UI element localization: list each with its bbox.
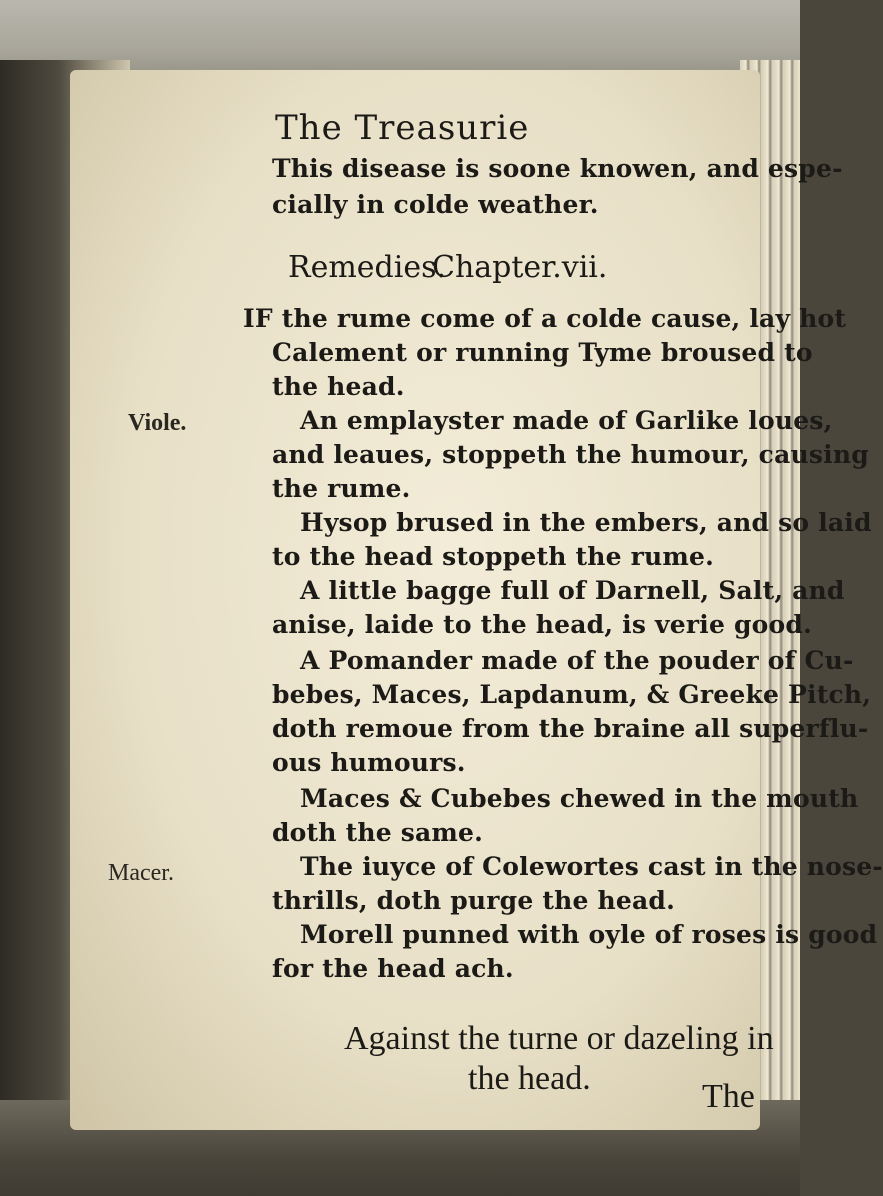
catchword: The (702, 1078, 755, 1115)
chapter-number: Chapter.vii. (432, 250, 608, 285)
margin-note-viole: Viole. (128, 410, 187, 436)
body-line: A Pomander made of the pouder of Cu- (300, 646, 854, 675)
body-line: IF the rume come of a colde cause, lay hot (243, 304, 847, 333)
body-line: thrills, doth purge the head. (272, 886, 675, 915)
body-line: Calement or running Tyme broused to (272, 338, 813, 367)
next-section-heading: the head. (468, 1060, 591, 1097)
body-line: Maces & Cubebes chewed in the mouth (300, 784, 859, 813)
body-line: bebes, Maces, Lapdanum, & Greeke Pitch, (272, 680, 872, 709)
intro-line: cially in colde weather. (272, 190, 599, 219)
body-line: An emplayster made of Garlike loues, (300, 406, 833, 435)
chapter-remedies: Remedies. (288, 250, 447, 285)
body-line: for the head ach. (272, 954, 514, 983)
body-line: Morell punned with oyle of roses is good (300, 920, 878, 949)
margin-note-macer: Macer. (108, 860, 174, 886)
body-line: doth remoue from the braine all superflu- (272, 714, 869, 743)
body-line: the head. (272, 372, 405, 401)
body-line: doth the same. (272, 818, 484, 847)
body-line: Hysop brused in the embers, and so laid (300, 508, 872, 537)
body-line: ous humours. (272, 748, 466, 777)
body-line: the rume. (272, 474, 411, 503)
body-line: to the head stoppeth the rume. (272, 542, 715, 571)
body-line: A little bagge full of Darnell, Salt, and (300, 576, 845, 605)
next-section-heading: Against the turne or dazeling in (344, 1020, 774, 1057)
body-line: anise, laide to the head, is verie good. (272, 610, 812, 639)
body-line: The iuyce of Colewortes cast in the nose- (300, 852, 883, 881)
body-line: and leaues, stoppeth the humour, causing (272, 440, 869, 469)
running-head: The Treasurie (275, 108, 530, 148)
intro-line: This disease is soone knowen, and espe- (272, 154, 843, 183)
